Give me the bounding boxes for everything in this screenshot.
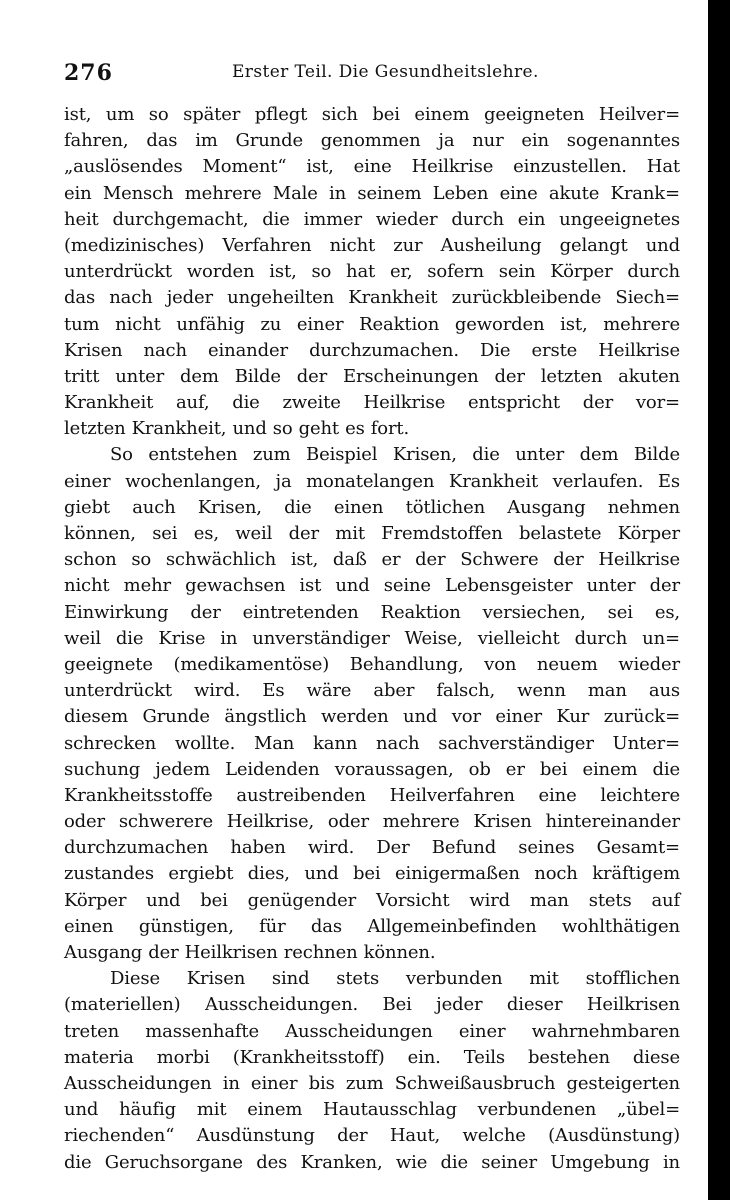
- text-line: giebt auch Krisen, die einen tötlichen Ausgang nehmen: [64, 496, 680, 518]
- text-line: die Geruchsorgane des Kranken, wie die seiner Umgebung in: [64, 1151, 680, 1173]
- text-line: tritt unter dem Bilde der Erscheinungen der letzten akuten: [64, 365, 680, 387]
- text-line: (medizinisches) Verfahren nicht zur Ausheilung gelangt und: [64, 234, 680, 256]
- text-line: schon so schwächlich ist, daß er der Schwere der Heilkrise: [64, 549, 680, 571]
- text-line: fahren, das im Grunde genommen ja nur ein sogenanntes: [64, 130, 680, 152]
- text-line: unterdrückt worden ist, so hat er, sofern sein Körper durch: [64, 261, 680, 283]
- body-text: [64, 102, 680, 1176]
- text-line: geeignete (medikamentöse) Behandlung, von neuem wieder: [64, 653, 680, 675]
- text-line: heit durchgemacht, die immer wieder durch ein ungeeignetes: [64, 208, 680, 230]
- page-number: 276: [64, 60, 113, 86]
- text-line: ein Mensch mehrere Male in seinem Leben eine akute Krank=: [64, 182, 680, 204]
- text-line: Diese Krisen sind stets verbunden mit stofflichen: [110, 968, 680, 990]
- text-line: zustandes ergiebt dies, und bei einigermaßen noch kräftigem: [64, 863, 680, 885]
- text-line: So entstehen zum Beispiel Krisen, die unter dem Bilde: [110, 444, 680, 466]
- text-line: nicht mehr gewachsen ist und seine Lebensgeister unter der: [64, 575, 680, 597]
- text-line: Körper und bei genügender Vorsicht wird man stets auf: [64, 889, 680, 911]
- text-line: „auslösendes Moment“ ist, eine Heilkrise einzustellen. Hat: [64, 156, 680, 178]
- text-line: können, sei es, weil der mit Fremdstoffen belastete Körper: [64, 523, 680, 544]
- text-line: Ausscheidungen in einer bis zum Schweißausbruch gesteigerten: [64, 1072, 680, 1094]
- text-line: Einwirkung der eintretenden Reaktion versiechen, sei es,: [64, 601, 680, 623]
- text-line: und häufig mit einem Hautausschlag verbundenen „übel=: [64, 1099, 680, 1121]
- text-line: letzten Krankheit, und so geht es fort.: [64, 418, 410, 440]
- text-line: das nach jeder ungeheilten Krankheit zurückbleibende Siech=: [64, 287, 680, 309]
- text-line: Krankheitsstoffe austreibenden Heilverfahren eine leichtere: [64, 784, 680, 806]
- text-line: ist, um so später pflegt sich bei einem geeigneten Heilver=: [64, 104, 680, 125]
- text-line: materia morbi (Krankheitsstoff) ein. Teils bestehen diese: [64, 1046, 680, 1068]
- text-line: oder schwerere Heilkrise, oder mehrere Krisen hintereinander: [64, 811, 680, 833]
- text-line: suchung jedem Leidenden voraussagen, ob er bei einem die: [64, 758, 680, 780]
- text-line: (materiellen) Ausscheidungen. Bei jeder dieser Heilkrisen: [64, 994, 680, 1016]
- text-line: weil die Krise in unverständiger Weise, vielleicht durch un=: [64, 627, 680, 649]
- text-line: diesem Grunde ängstlich werden und vor einer Kur zurück=: [64, 706, 680, 728]
- text-line: Ausgang der Heilkrisen rechnen können.: [64, 942, 436, 963]
- text-line: treten massenhafte Ausscheidungen einer wahrnehmbaren: [64, 1020, 680, 1042]
- text-line: schrecken wollte. Man kann nach sachverständiger Unter=: [64, 732, 680, 754]
- page-header: [64, 60, 680, 88]
- text-line: einen günstigen, für das Allgemeinbefinden wohlthätigen: [64, 915, 680, 937]
- text-line: einer wochenlangen, ja monatelangen Krankheit verlaufen. Es: [64, 470, 680, 492]
- text-line: durchzumachen haben wird. Der Befund seines Gesamt=: [64, 837, 680, 859]
- text-line: Krisen nach einander durchzumachen. Die erste Heilkrise: [64, 339, 680, 361]
- running-head: Erster Teil. Die Gesundheitslehre.: [232, 62, 539, 82]
- text-line: unterdrückt wird. Es wäre aber falsch, wenn man aus: [64, 680, 680, 702]
- text-line: riechenden“ Ausdünstung der Haut, welche (Ausdünstung): [64, 1125, 680, 1147]
- text-line: tum nicht unfähig zu einer Reaktion geworden ist, mehrere: [64, 313, 680, 335]
- text-line: Krankheit auf, die zweite Heilkrise entspricht der vor=: [64, 392, 680, 414]
- page-edge-shadow: [708, 0, 730, 1200]
